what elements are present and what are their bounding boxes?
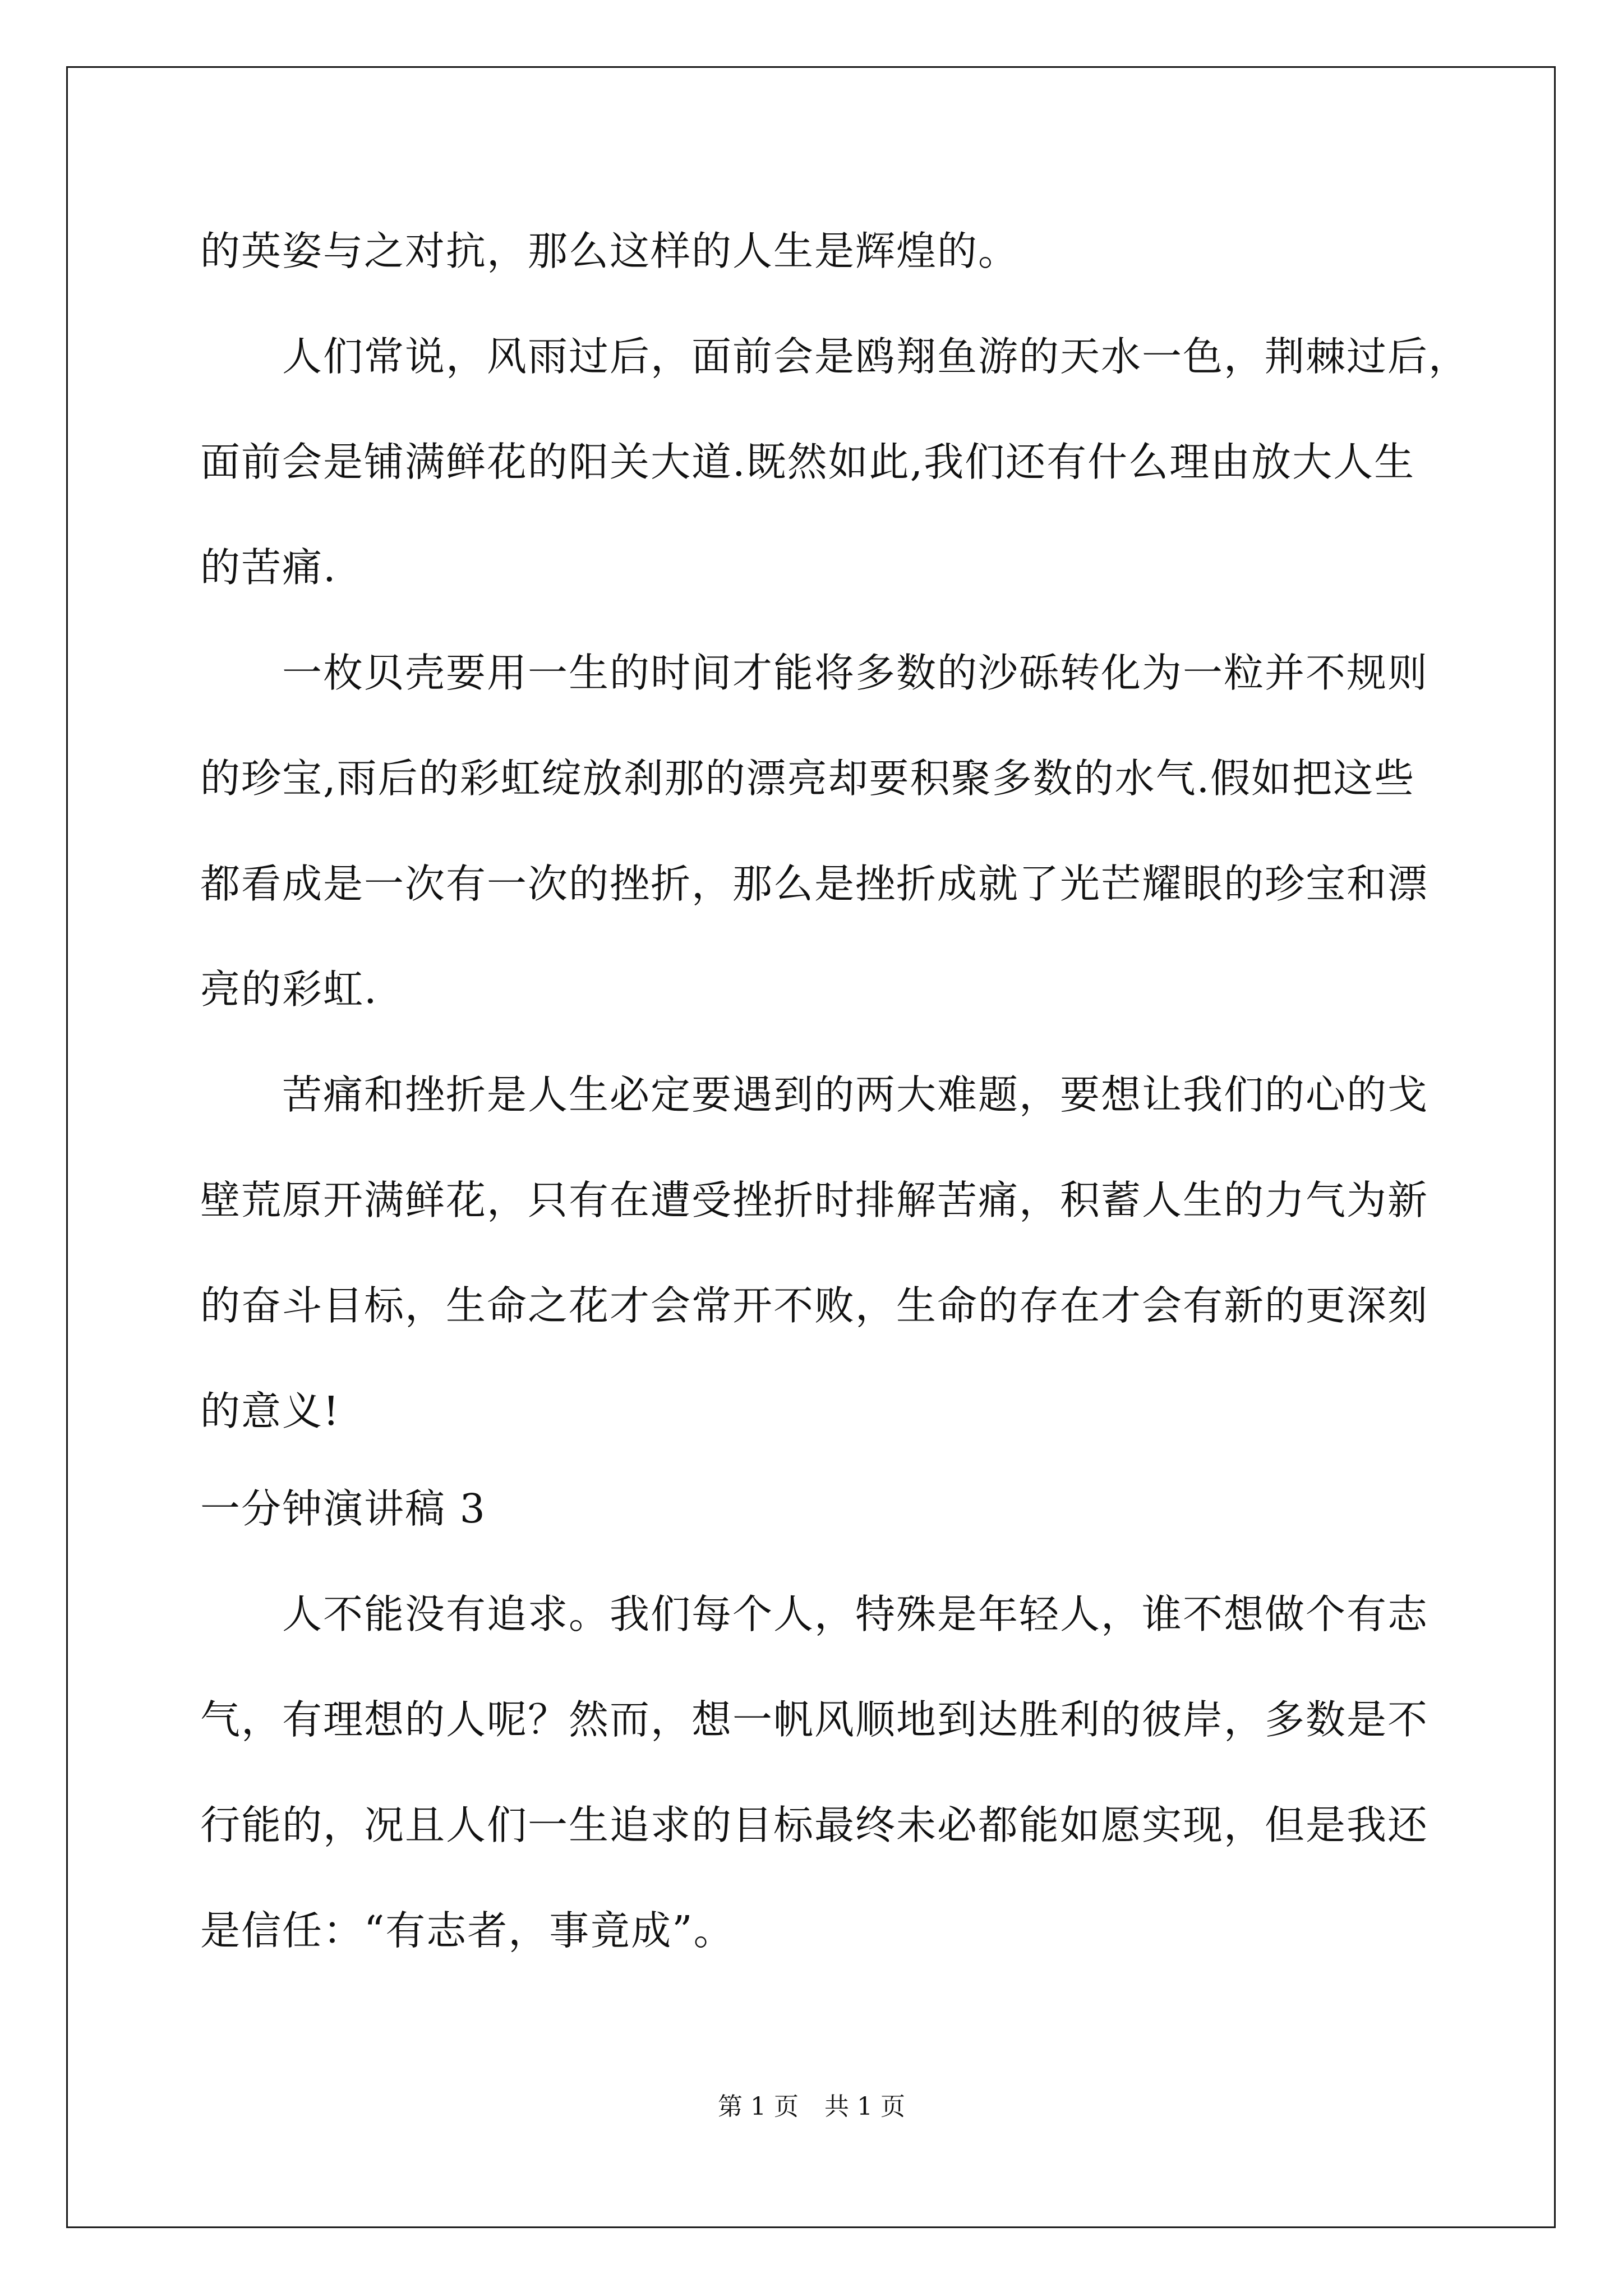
text-line: 是信任：“有志者，事竟成”。 [200,1907,735,1954]
text-line: 面前会是铺满鲜花的阳关大道.既然如此,我们还有什么理由放大人生 [200,439,1415,485]
text-line: 的奋斗目标，生命之花才会常开不败，生命的存在才会有新的更深刻 [200,1282,1429,1329]
text-line: 壁荒原开满鲜花，只有在遭受挫折时排解苦痛，积蓄人生的力气为新 [200,1177,1429,1223]
text-line: 行能的，况且人们一生追求的目标最终未必都能如愿实现，但是我还 [200,1802,1429,1848]
text-line: 的苦痛. [200,544,337,591]
text-line: 的英姿与之对抗，那么这样的人生是辉煌的。 [200,228,1020,274]
paragraph-first-line: 苦痛和挫折是人生必定要遇到的两大难题，要想让我们的心的戈 [282,1071,1429,1118]
text-line: 气，有理想的人呢？然而，想一帆风顺地到达胜利的彼岸，多数是不 [200,1696,1429,1743]
text-line: 的意义! [200,1388,340,1434]
text-line: 的珍宝,雨后的彩虹绽放刹那的漂亮却要积聚多数的水气.假如把这些 [200,755,1415,802]
text-line: 亮的彩虹. [200,966,378,1013]
paragraph-first-line: 人不能没有追求。我们每个人，特殊是年轻人，谁不想做个有志 [282,1591,1429,1637]
page-total: 共 1 页 [824,2092,905,2121]
text-line: 都看成是一次有一次的挫折，那么是挫折成就了光芒耀眼的珍宝和漂 [200,861,1429,907]
page-number: 第 1 页 [718,2092,799,2121]
paragraph-first-line: 一枚贝壳要用一生的时间才能将多数的沙砾转化为一粒并不规则 [282,650,1429,696]
section-heading: 一分钟演讲稿 3 [200,1485,486,1532]
paragraph-first-line: 人们常说，风雨过后，面前会是鸥翔鱼游的天水一色，荆棘过后， [282,333,1470,380]
page-footer [0,2090,1623,2124]
